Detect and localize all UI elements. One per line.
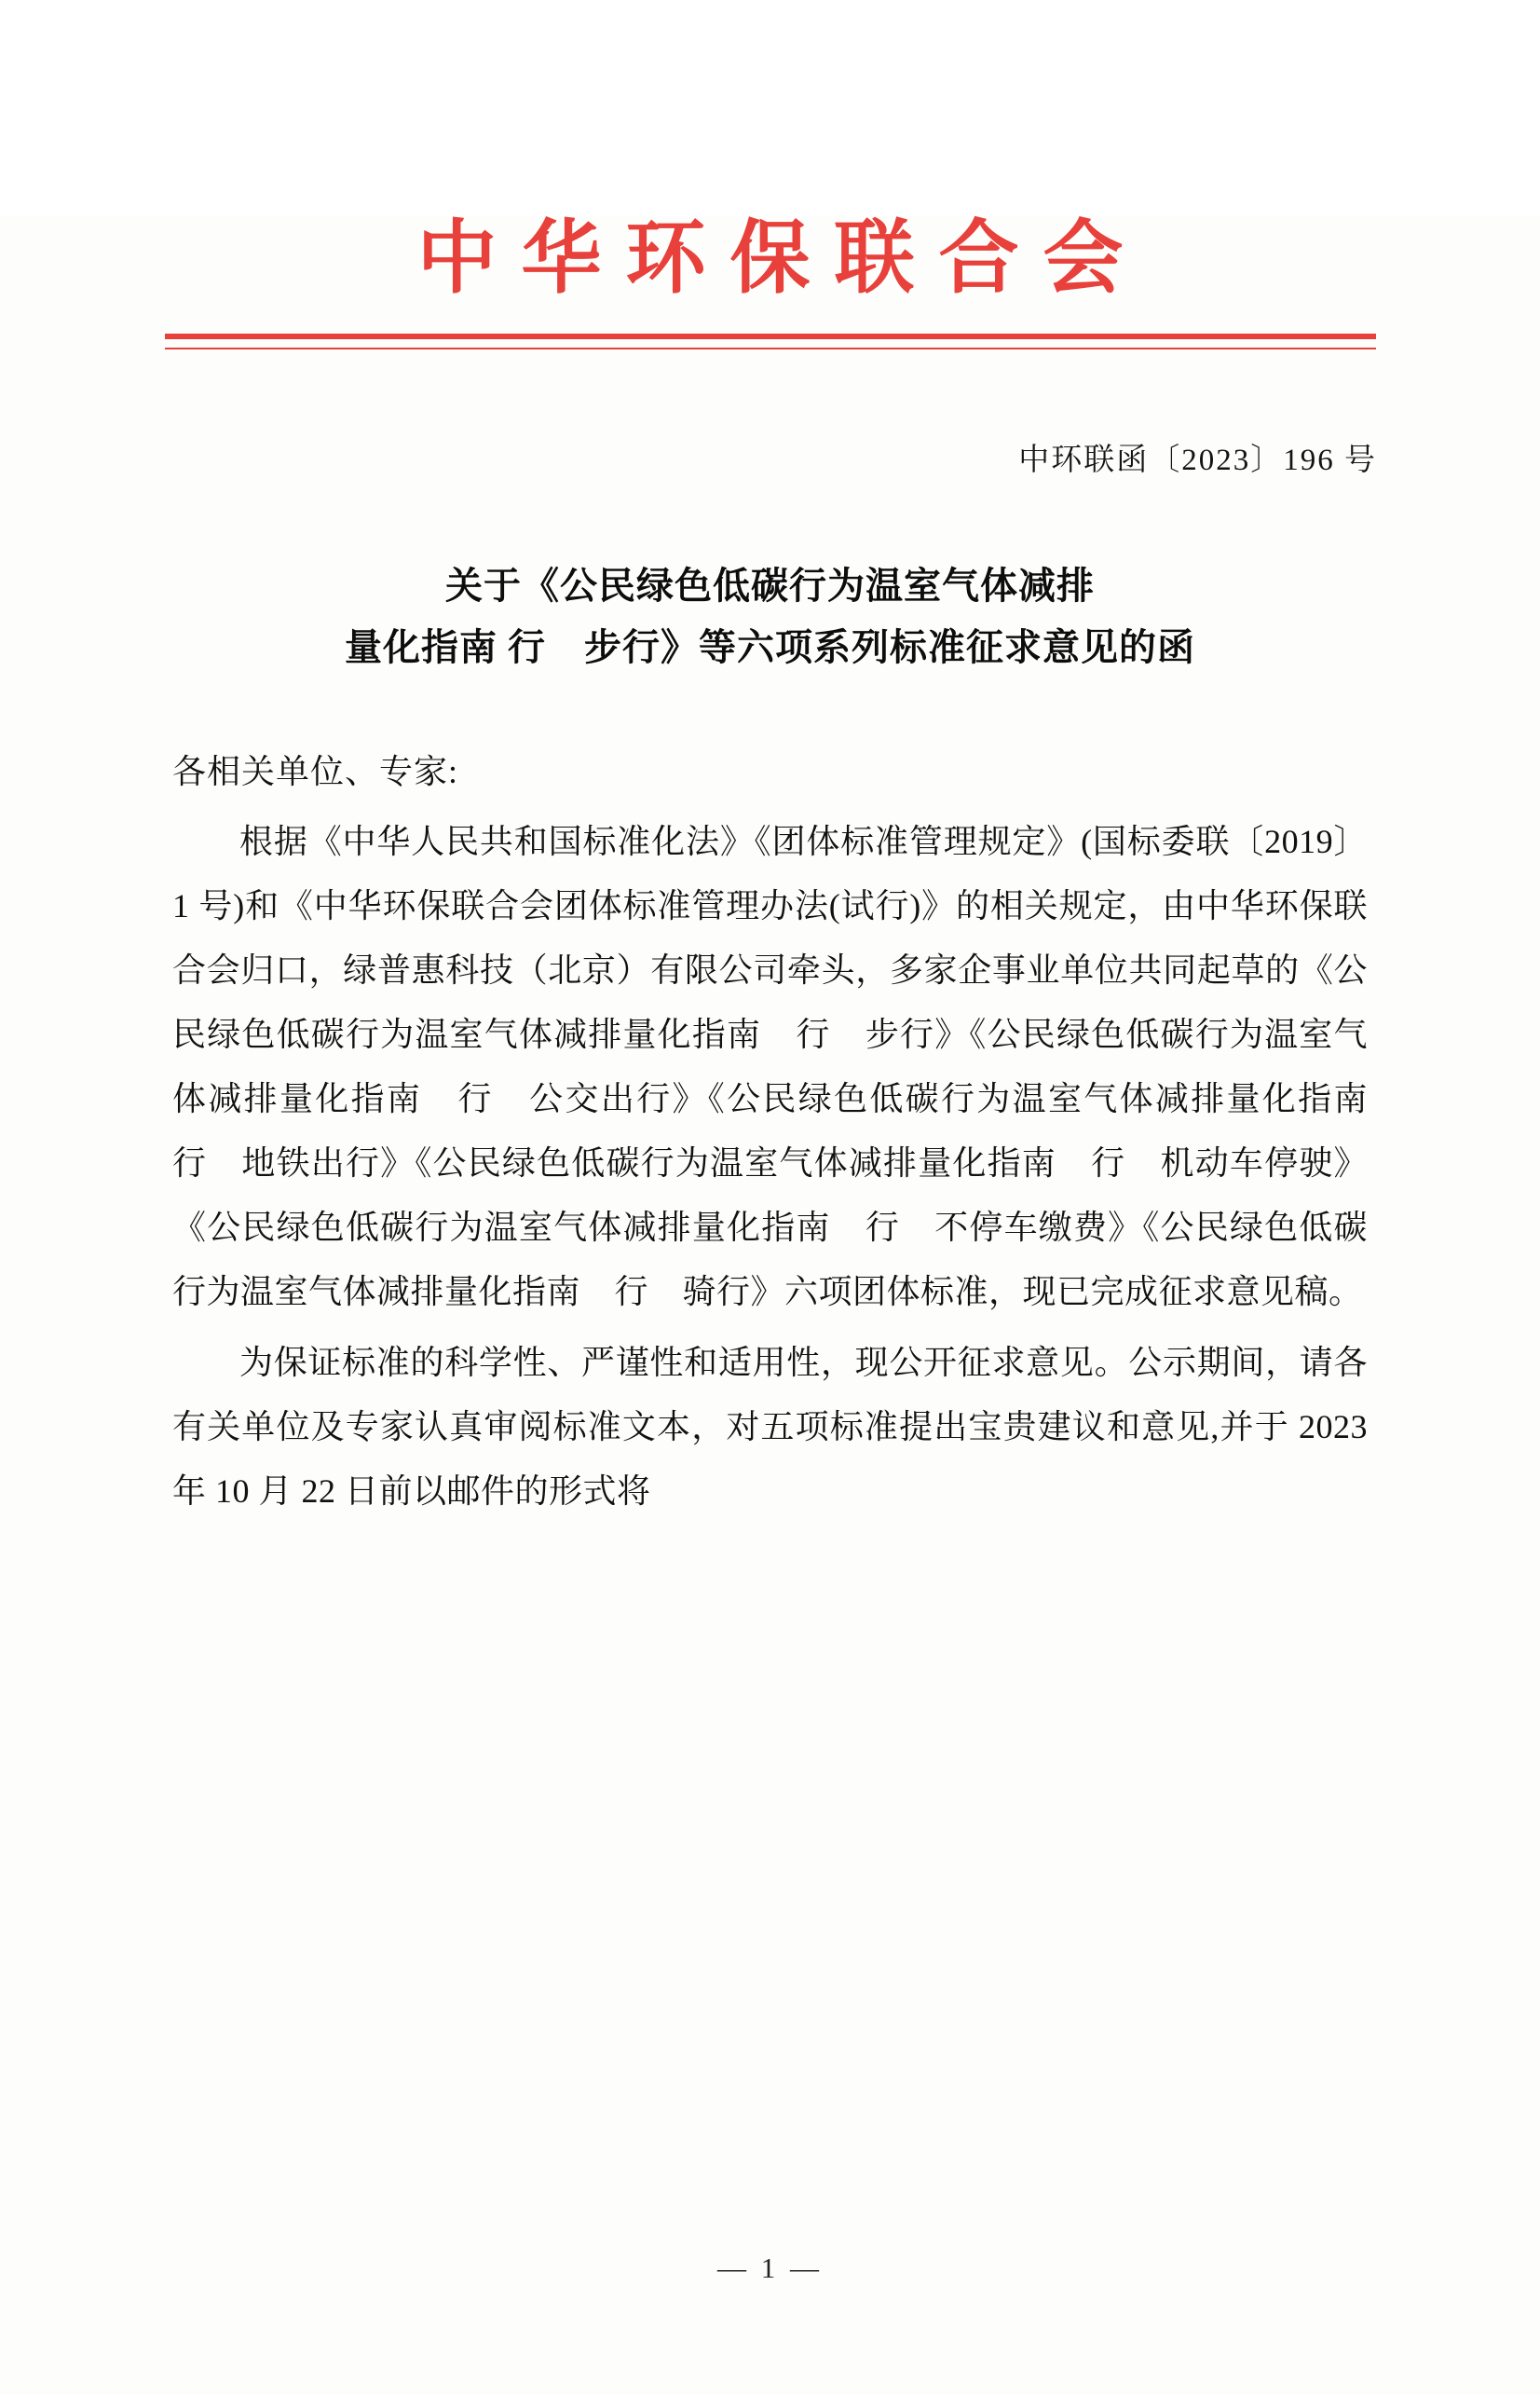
document-title-line2: 量化指南 行 步行》等六项系列标准征求意见的函: [345, 626, 1195, 669]
document-title: [0, 555, 1540, 678]
document-number: 中环联函〔2023〕196 号: [1018, 444, 1377, 478]
salutation: 各相关单位、专家:: [172, 753, 459, 791]
page-number: — 1 —: [717, 2251, 823, 2284]
document-page: [0, 213, 1540, 2395]
organization-title: 中华环保联合会: [416, 213, 1148, 303]
document-title-line1: 关于《公民绿色低碳行为温室气体减排: [445, 565, 1095, 608]
document-body: [0, 740, 1540, 1524]
letterhead-rules: [165, 334, 1376, 349]
body-paragraph-1: 根据《中华人民共和国标准化法》《团体标准管理规定》(国标委联〔2019〕1 号)和《中华环保联合会团体标准管理办法(试行)》的相关规定，由中华环保联合会归口，绿普惠科技（北京）有限公司牵头，多家企事业单位共同起草的《公民绿色低碳行为温室气体减排量化指南 行 步行》《公民绿色低碳行为温室气体减排量化指南 行 公交出行》《公民绿色低碳行为温室气体减排量化指南 行 地铁出行》《公民绿色低碳行为温室气体减排量化指南 行 机动车停驶》《公民绿色低碳行为温室气体减排量化指南 行 不停车缴费》《公民绿色低碳行为温室气体减排量化指南 行 骑行》六项团体标准，现已完成征求意见稿。: [172, 822, 1402, 1311]
body-paragraph-2: 为保证标准的科学性、严谨性和适用性，现公开征求意见。公示期间，请各有关单位及专家认真审阅标准文本，对五项标准提出宝贵建议和意见,并于 2023 年 10 月 22 日前以邮件的形式将: [172, 1343, 1368, 1510]
rule-thick: [165, 334, 1376, 339]
letterhead: [0, 213, 1540, 349]
rule-thin: [165, 348, 1376, 349]
